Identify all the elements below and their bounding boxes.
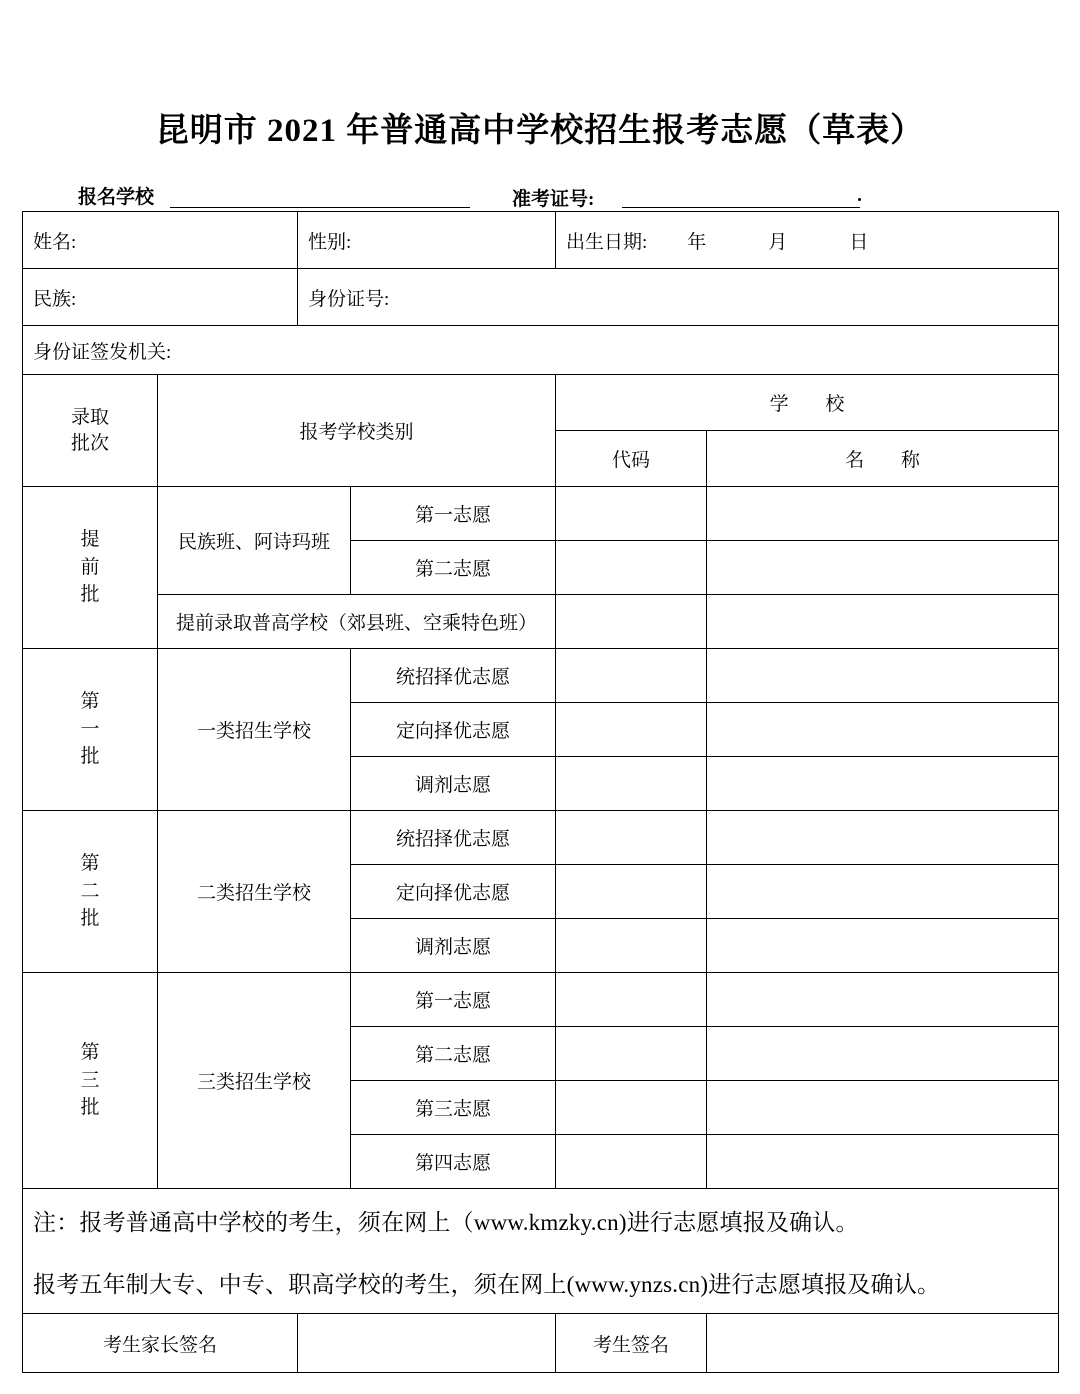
student-signature-label: 考生签名: [556, 1314, 707, 1373]
school-code-input[interactable]: [556, 757, 707, 811]
id-issuer-field[interactable]: 身份证签发机关:: [23, 326, 1059, 375]
school-code-input[interactable]: [556, 865, 707, 919]
choice-label: 统招择优志愿: [351, 811, 556, 865]
batch-label-first: [23, 649, 158, 811]
registration-school-label: 报名学校: [78, 187, 155, 208]
choice-label: 定向择优志愿: [351, 703, 556, 757]
batch-row-third-1: [23, 973, 1059, 1027]
period-mark: [858, 198, 861, 201]
birth-date-field[interactable]: [556, 212, 1059, 269]
school-name-input[interactable]: [707, 973, 1059, 1027]
batch-label-third: [23, 973, 158, 1189]
choice-label: 第三志愿: [351, 1081, 556, 1135]
info-row-ethnicity-id: [23, 269, 1059, 326]
note-line-2: 报考五年制大专、中专、职高学校的考生，须在网上(www.ynzs.cn)进行志愿填报及确认。: [23, 1251, 1059, 1314]
school-name-input[interactable]: [707, 1135, 1059, 1189]
batch-row-advance-3: [23, 595, 1059, 649]
school-code-input[interactable]: [556, 973, 707, 1027]
batch-label-char: 批: [80, 908, 100, 930]
choice-label: 调剂志愿: [351, 757, 556, 811]
batch-label-char: 批: [80, 584, 100, 606]
student-signature-input[interactable]: [707, 1314, 1059, 1373]
choice-table-header-row-1: [23, 375, 1059, 431]
school-name-input[interactable]: [707, 1027, 1059, 1081]
birth-date-label: 出生日期:: [566, 231, 648, 253]
ethnicity-field[interactable]: 民族:: [23, 269, 298, 326]
school-name-input[interactable]: [707, 811, 1059, 865]
choice-label: 调剂志愿: [351, 919, 556, 973]
page-title: 昆明市 2021 年普通高中学校招生报考志愿（草表）: [155, 113, 925, 149]
header-batch-line1: 录取: [70, 406, 109, 428]
batch-label-char: 二: [80, 880, 100, 902]
header-school: 学 校: [556, 375, 1059, 431]
school-name-input[interactable]: [707, 487, 1059, 541]
choice-label: 定向择优志愿: [351, 865, 556, 919]
school-name-input[interactable]: [707, 757, 1059, 811]
batch-label-char: 批: [80, 746, 100, 768]
school-name-input[interactable]: [707, 649, 1059, 703]
school-code-input[interactable]: [556, 595, 707, 649]
batch-label-char: 前: [80, 556, 100, 578]
choice-label: 第一志愿: [351, 487, 556, 541]
parent-signature-input[interactable]: [298, 1314, 556, 1373]
batch-label-char: 一: [80, 718, 100, 740]
note-row-1: [23, 1189, 1059, 1252]
exam-number-blank[interactable]: [622, 207, 860, 208]
category-third: 三类招生学校: [158, 973, 351, 1189]
choice-label: 第二志愿: [351, 1027, 556, 1081]
batch-label-char: 第: [80, 853, 100, 875]
school-name-input[interactable]: [707, 919, 1059, 973]
category-first: 一类招生学校: [158, 649, 351, 811]
header-batch: [23, 375, 158, 487]
exam-number-label: 准考证号:: [512, 189, 595, 210]
school-code-input[interactable]: [556, 487, 707, 541]
batch-label-advance: [23, 487, 158, 649]
school-code-input[interactable]: [556, 1135, 707, 1189]
info-row-id-issuer: [23, 326, 1059, 375]
name-field[interactable]: 姓名:: [23, 212, 298, 269]
birth-month-unit: 月: [768, 231, 788, 253]
choice-label: 第二志愿: [351, 541, 556, 595]
gender-field[interactable]: 性别:: [298, 212, 556, 269]
batch-row-advance-1: [23, 487, 1059, 541]
registration-school-blank[interactable]: [170, 207, 470, 208]
batch-label-char: 第: [80, 1042, 100, 1064]
school-code-input[interactable]: [556, 541, 707, 595]
header-school-code: 代码: [556, 431, 707, 487]
category-advance-extra: 提前录取普高学校（郊县班、空乘特色班）: [158, 595, 556, 649]
signature-row: [23, 1314, 1059, 1373]
batch-row-second-1: [23, 811, 1059, 865]
school-name-input[interactable]: [707, 703, 1059, 757]
school-name-input[interactable]: [707, 865, 1059, 919]
school-code-input[interactable]: [556, 919, 707, 973]
header-batch-line2: 批次: [70, 432, 109, 454]
school-name-input[interactable]: [707, 1081, 1059, 1135]
choice-label: 统招择优志愿: [351, 649, 556, 703]
school-name-input[interactable]: [707, 595, 1059, 649]
application-form-table: [22, 211, 1059, 1373]
school-code-input[interactable]: [556, 811, 707, 865]
batch-row-first-1: [23, 649, 1059, 703]
birth-day-unit: 日: [849, 231, 869, 253]
header-category: 报考学校类别: [158, 375, 556, 487]
choice-label: 第一志愿: [351, 973, 556, 1027]
parent-signature-label: 考生家长签名: [23, 1314, 298, 1373]
id-number-field[interactable]: 身份证号:: [298, 269, 1059, 326]
school-code-input[interactable]: [556, 649, 707, 703]
batch-label-char: 批: [80, 1097, 100, 1119]
batch-label-char: 三: [80, 1069, 100, 1091]
batch-label-second: [23, 811, 158, 973]
top-identification-row: [22, 180, 1058, 210]
school-name-input[interactable]: [707, 541, 1059, 595]
school-code-input[interactable]: [556, 1081, 707, 1135]
category-second: 二类招生学校: [158, 811, 351, 973]
choice-label: 第四志愿: [351, 1135, 556, 1189]
category-advance-minority: 民族班、阿诗玛班: [158, 487, 351, 595]
note-line-1: 注：报考普通高中学校的考生，须在网上（www.kmzky.cn)进行志愿填报及确认。: [23, 1189, 1059, 1252]
batch-label-char: 提: [80, 529, 100, 551]
birth-year-unit: 年: [687, 231, 707, 253]
batch-label-char: 第: [80, 691, 100, 713]
school-code-input[interactable]: [556, 1027, 707, 1081]
header-school-name: 名 称: [707, 431, 1059, 487]
note-row-2: [23, 1251, 1059, 1314]
school-code-input[interactable]: [556, 703, 707, 757]
info-row-name-gender-birth: [23, 212, 1059, 269]
